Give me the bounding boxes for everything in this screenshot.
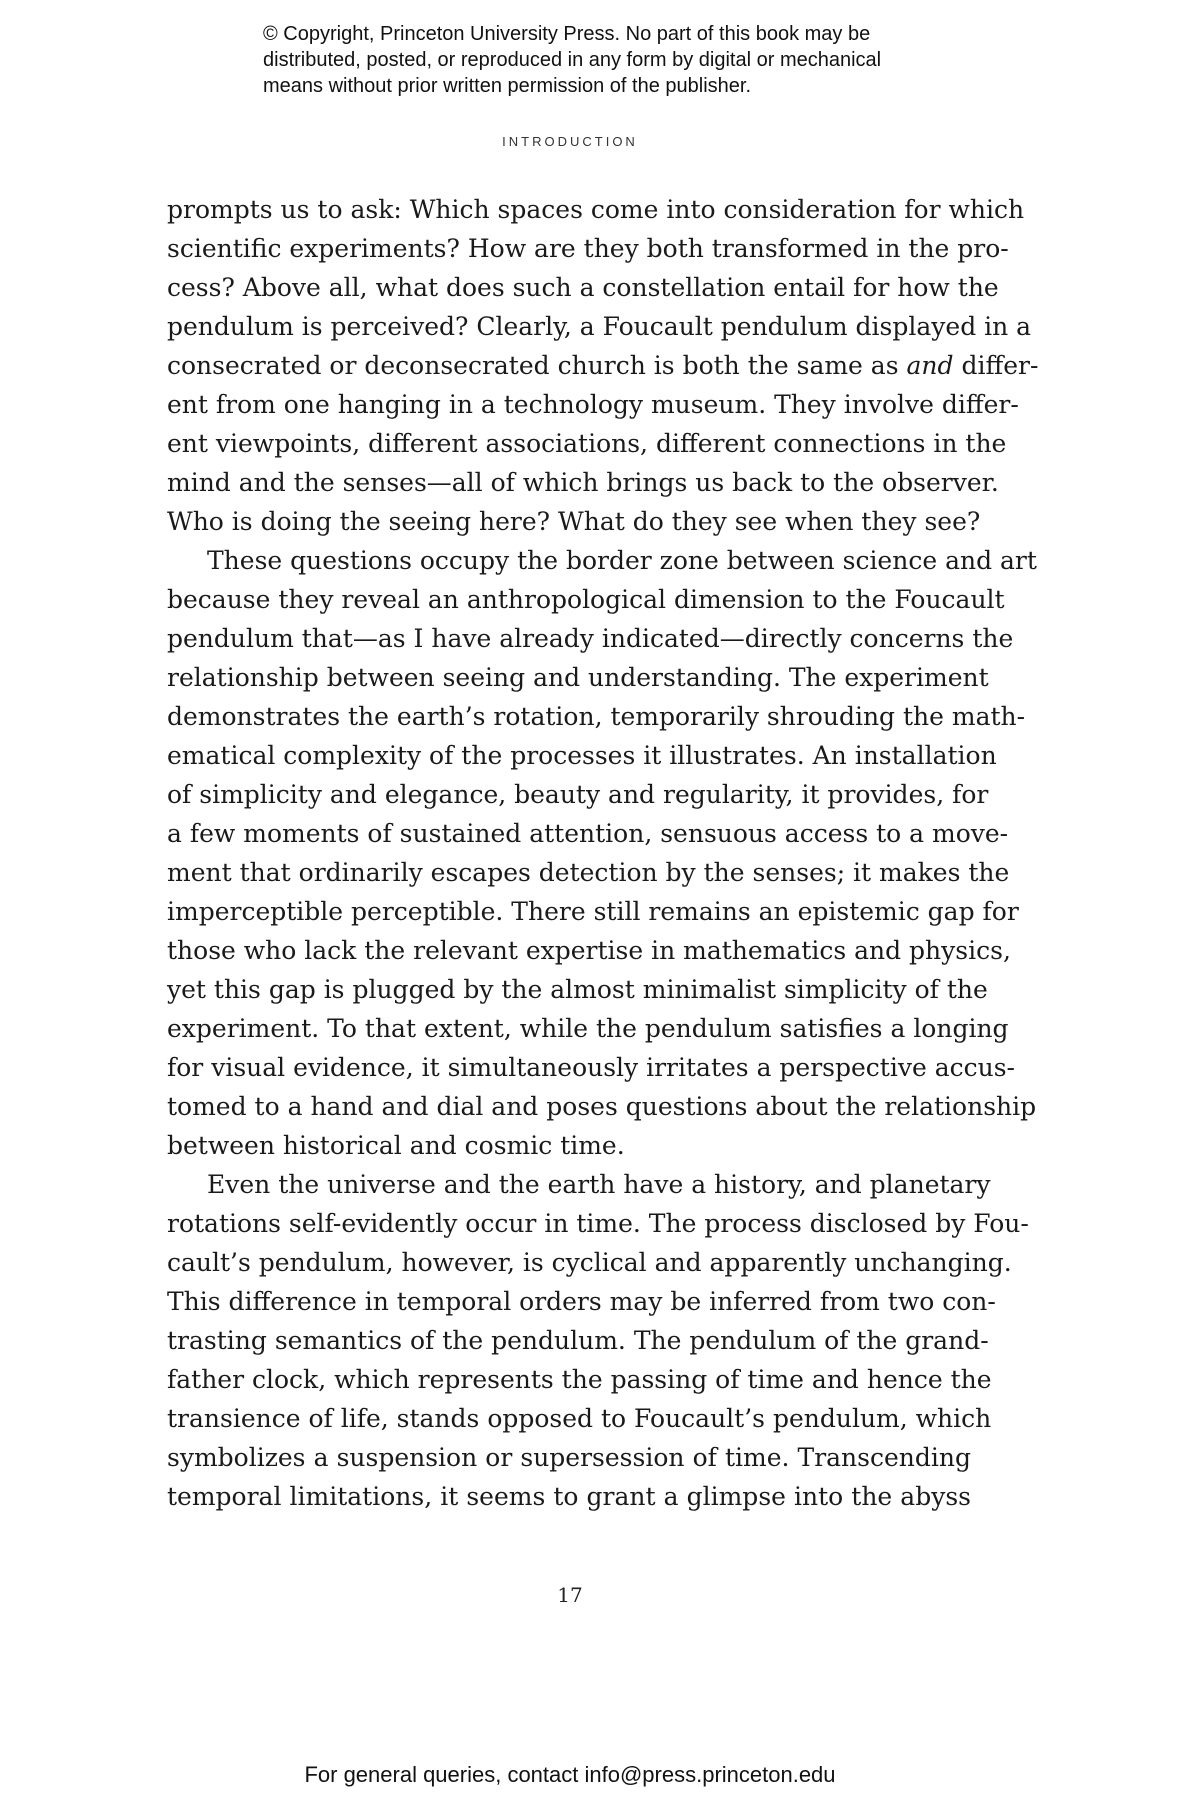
text-line: experiment. To that extent, while the pendulum satisfies a longing [167,1014,1009,1043]
text-line: cault’s pendulum, however, is cyclical and apparently unchanging. [167,1248,1012,1277]
text-line: cess? Above all, what does such a constellation entail for how the [167,273,999,302]
text-line: ematical complexity of the processes it illustrates. An installation [167,741,997,770]
text-line: demonstrates the earth’s rotation, temporarily shrouding the math- [167,702,1026,731]
copyright-line: means without prior written permission of the publisher. [263,75,752,97]
text-line [167,346,1039,385]
text-line: transience of life, stands opposed to Foucault’s pendulum, which [167,1404,992,1433]
text-line: prompts us to ask: Which spaces come into consideration for which [167,195,1025,224]
copyright-line: © Copyright, Princeton University Press. No part of this book may be [263,23,871,45]
text-line: for visual evidence, it simultaneously irritates a perspective accus- [167,1053,1015,1082]
text-line: trasting semantics of the pendulum. The pendulum of the grand- [167,1326,989,1355]
text-line: ent viewpoints, different associations, different connections in the [167,429,1007,458]
text-segment: differ- [953,351,1039,380]
contact-footer: For general queries, contact info@press.princeton.edu [304,1762,836,1787]
text-line: These questions occupy the border zone between science and art [207,546,1037,575]
text-line: This difference in temporal orders may be inferred from two con- [167,1287,996,1316]
text-segment: consecrated or deconsecrated church is both the same as [167,351,907,380]
text-line: yet this gap is plugged by the almost minimalist simplicity of the [167,975,988,1004]
text-line: a few moments of sustained attention, sensuous access to a move- [167,819,1009,848]
page-number: 17 [557,1583,583,1607]
body-text [167,190,1039,1516]
text-line: ment that ordinarily escapes detection by the senses; it makes the [167,858,1010,887]
running-head: INTRODUCTION [502,134,638,149]
italic-emphasis: and [906,351,954,380]
text-line: ent from one hanging in a technology museum. They involve differ- [167,390,1019,419]
text-line: rotations self-evidently occur in time. The process disclosed by Fou- [167,1209,1029,1238]
text-line: pendulum that—as I have already indicated—directly concerns the [167,624,1014,653]
text-line: pendulum is perceived? Clearly, a Foucault pendulum displayed in a [167,312,1032,341]
text-line: because they reveal an anthropological dimension to the Foucault [167,585,1005,614]
text-line: tomed to a hand and dial and poses questions about the relationship [167,1092,1037,1121]
text-line: relationship between seeing and understanding. The experiment [167,663,989,692]
copyright-notice [263,21,1023,99]
text-line: of simplicity and elegance, beauty and regularity, it provides, for [167,780,989,809]
text-line: those who lack the relevant expertise in mathematics and physics, [167,936,1011,965]
text-line: father clock, which represents the passing of time and hence the [167,1365,992,1394]
text-line: symbolizes a suspension or supersession of time. Transcending [167,1443,971,1472]
text-line: Who is doing the seeing here? What do they see when they see? [167,507,981,536]
copyright-line: distributed, posted, or reproduced in any form by digital or mechanical [263,49,882,71]
text-line: scientific experiments? How are they both transformed in the pro- [167,234,1009,263]
text-line: imperceptible perceptible. There still remains an epistemic gap for [167,897,1019,926]
text-line: mind and the senses—all of which brings us back to the observer. [167,468,999,497]
text-line: temporal limitations, it seems to grant a glimpse into the abyss [167,1482,971,1511]
text-line: between historical and cosmic time. [167,1131,625,1160]
text-line: Even the universe and the earth have a history, and planetary [207,1170,991,1199]
